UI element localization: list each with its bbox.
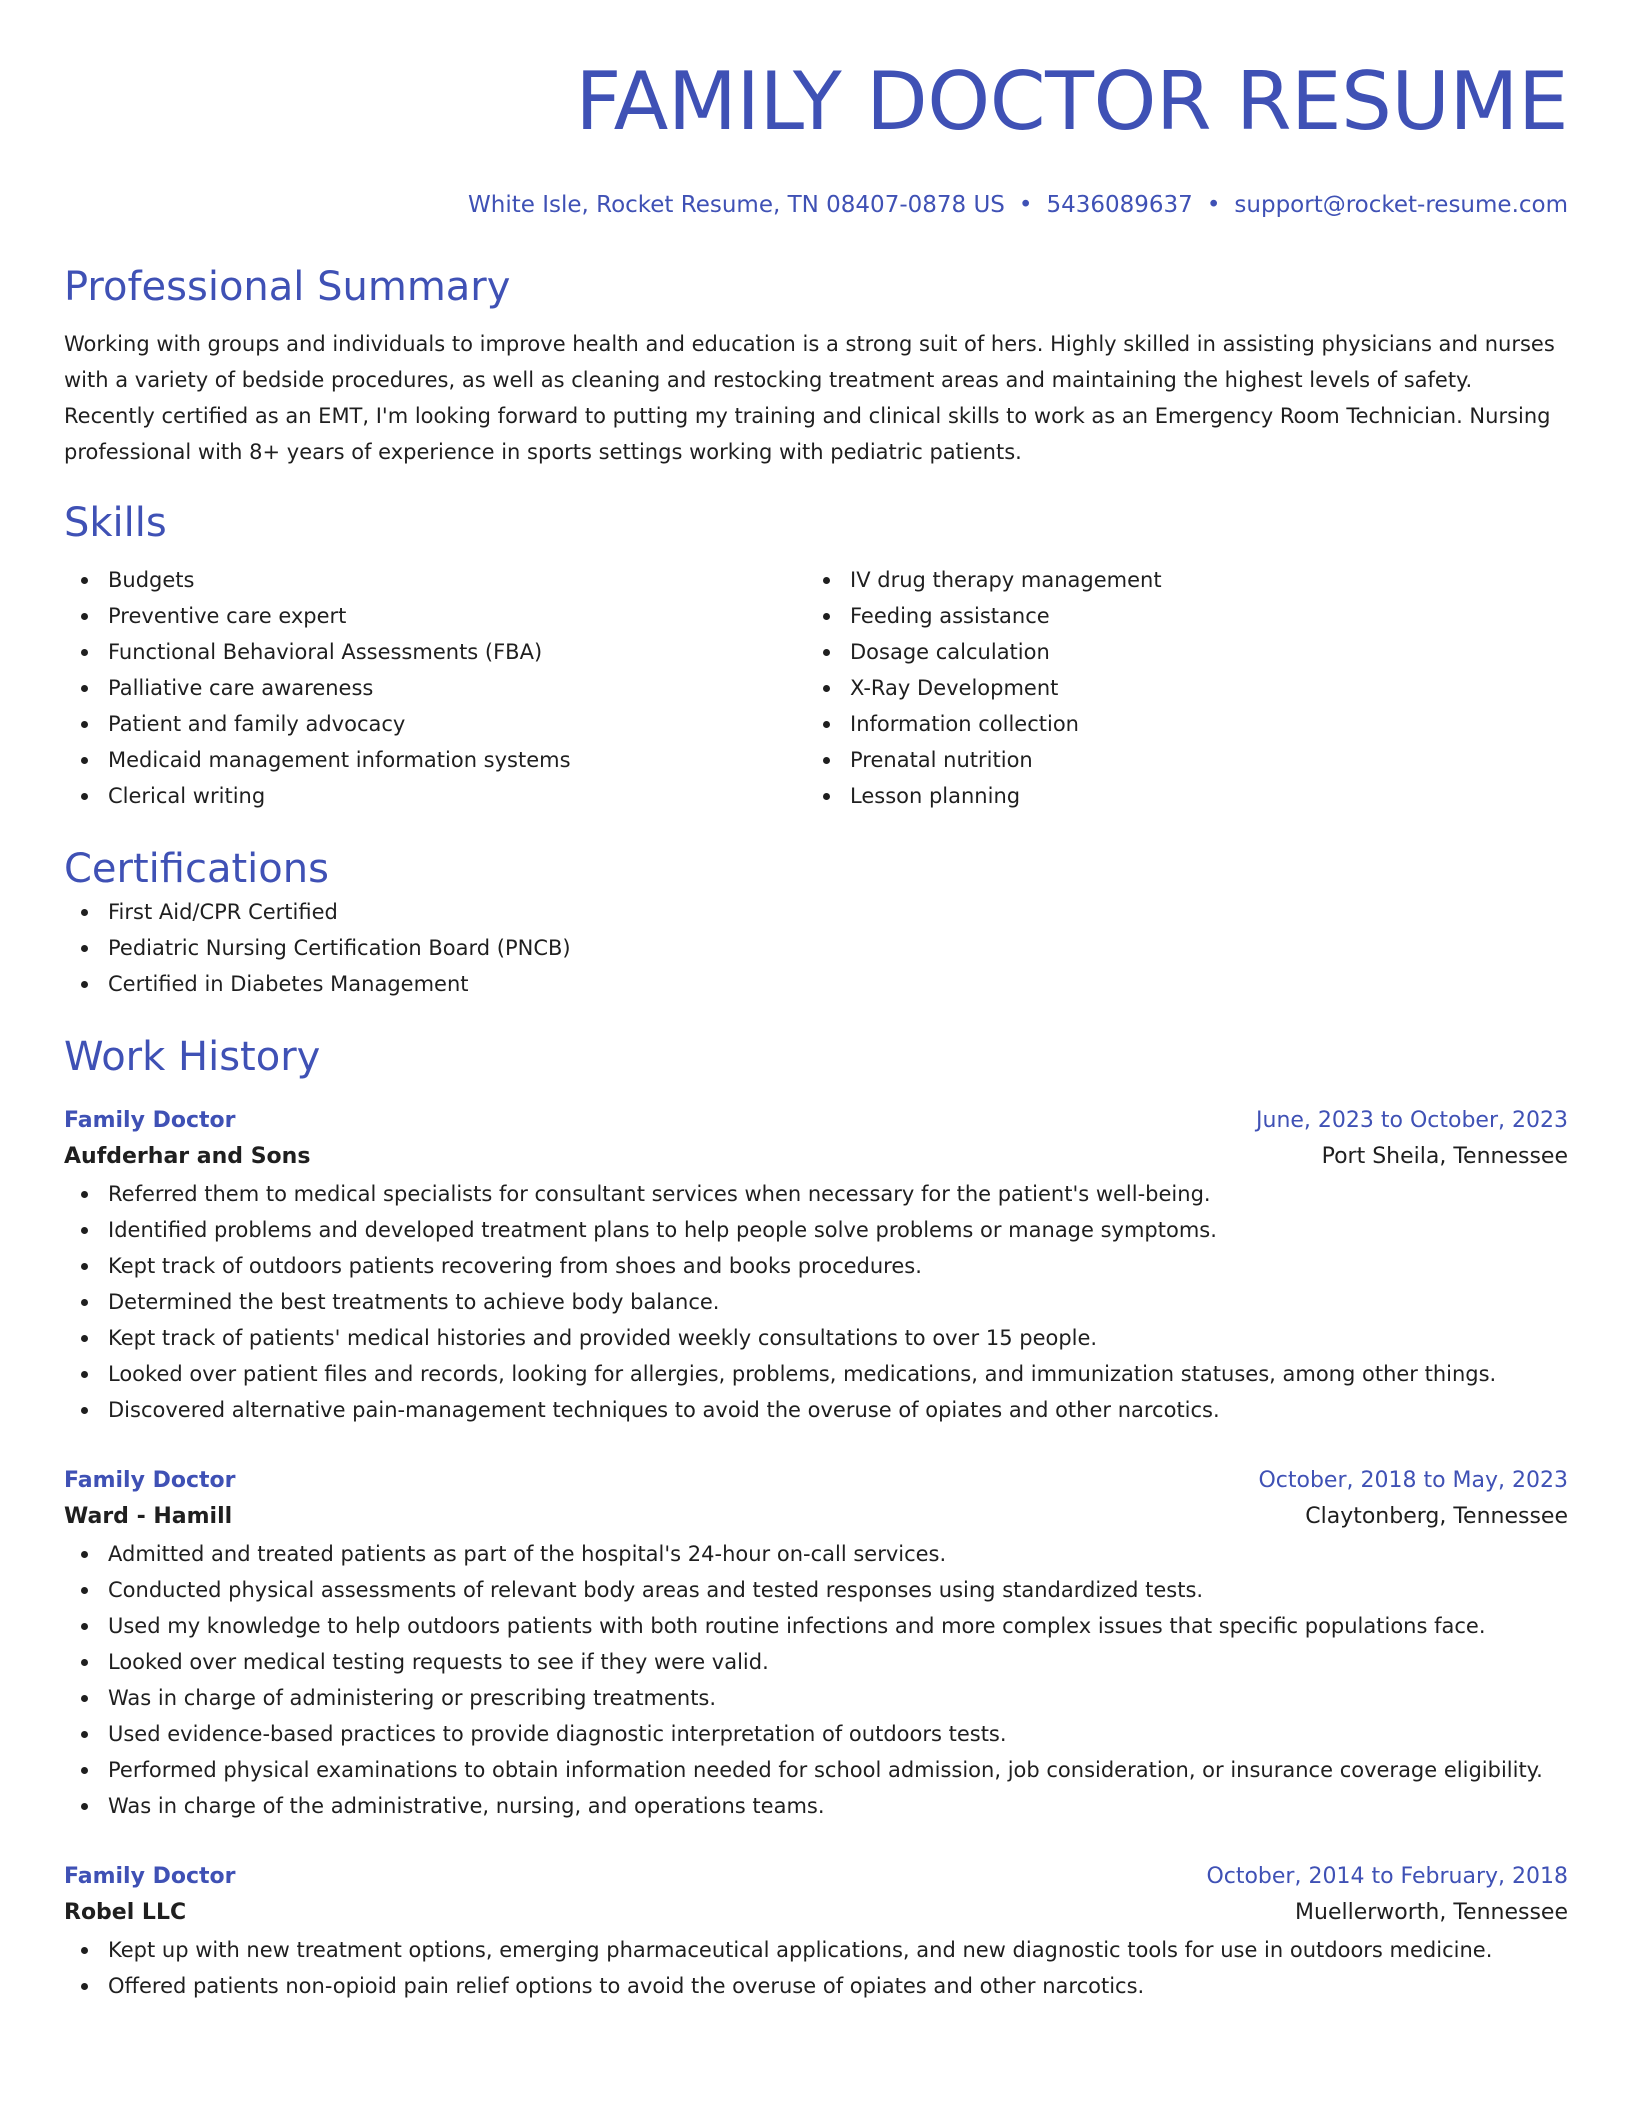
skill-item — [806, 634, 1548, 670]
job-entry — [64, 1104, 1568, 1428]
skills-list-left — [64, 562, 806, 814]
skill-item-text: Lesson planning — [850, 784, 1021, 808]
certification-item — [64, 930, 1568, 966]
bullet-icon — [81, 793, 88, 800]
contact-separator: • — [1018, 192, 1033, 218]
contact-address: White Isle, Rocket Resume, TN 08407-0878 US — [468, 192, 1005, 218]
job-duty-item — [64, 1644, 1568, 1680]
skill-item-text: Clerical writing — [108, 784, 266, 808]
certification-item — [64, 966, 1568, 1002]
skill-item — [806, 670, 1548, 706]
certification-item — [64, 894, 1568, 930]
job-dates: October, 2014 to February, 2018 — [1206, 1864, 1568, 1889]
job-title-row — [64, 1464, 1568, 1498]
bullet-icon — [81, 649, 88, 656]
job-duty-item — [64, 1176, 1568, 1212]
job-duty-item-text: Referred them to medical specialists for consultant services when necessary for the patient's well-being. — [108, 1182, 1211, 1206]
skill-item — [64, 562, 806, 598]
bullet-icon — [823, 649, 830, 656]
certification-item-text: Certified in Diabetes Management — [108, 972, 469, 996]
job-company-row — [64, 1894, 1568, 1932]
job-duty-item — [64, 1968, 1568, 2004]
skills-heading: Skills — [64, 500, 167, 546]
job-duty-item-text: Admitted and treated patients as part of the hospital's 24-hour on-call services. — [108, 1542, 947, 1566]
skill-item-text: Dosage calculation — [850, 640, 1050, 664]
bullet-icon — [81, 577, 88, 584]
job-entry — [64, 1860, 1568, 2004]
skills-grid — [64, 562, 1568, 814]
contact-line — [64, 190, 1568, 220]
bullet-icon — [81, 1947, 88, 1954]
skill-item — [64, 670, 806, 706]
job-title-row — [64, 1104, 1568, 1138]
skill-item — [806, 778, 1548, 814]
bullet-icon — [81, 1623, 88, 1630]
job-title: Family Doctor — [64, 1864, 236, 1889]
skill-item-text: Patient and family advocacy — [108, 712, 406, 736]
job-duty-item-text: Offered patients non-opioid pain relief options to avoid the overuse of opiates and other narcotics. — [108, 1974, 1145, 1998]
skills-column-left — [64, 562, 806, 814]
skill-item-text: X-Ray Development — [850, 676, 1059, 700]
job-title: Family Doctor — [64, 1108, 236, 1133]
resume-title: FAMILY DOCTOR RESUME — [575, 55, 1568, 148]
bullet-icon — [81, 1551, 88, 1558]
work-history-heading: Work History — [64, 1034, 321, 1080]
bullet-icon — [81, 1407, 88, 1414]
skill-item — [64, 634, 806, 670]
bullet-icon — [823, 721, 830, 728]
job-duty-item — [64, 1284, 1568, 1320]
skill-item — [806, 706, 1548, 742]
skill-item-text: Feeding assistance — [850, 604, 1050, 628]
job-duty-item-text: Used my knowledge to help outdoors patients with both routine infections and more complex issues that specific populations face. — [108, 1614, 1486, 1638]
job-duty-item-text: Kept track of patients' medical histories and provided weekly consultations to over 15 people. — [108, 1326, 1098, 1350]
bullet-icon — [81, 1191, 88, 1198]
bullet-icon — [823, 685, 830, 692]
job-duty-item-text: Performed physical examinations to obtain information needed for school admission, job consideration, or insurance coverage eligibility. — [108, 1758, 1543, 1782]
job-duties-list — [64, 1176, 1568, 1428]
bullet-icon — [81, 1803, 88, 1810]
bullet-icon — [81, 1659, 88, 1666]
bullet-icon — [823, 757, 830, 764]
summary-heading: Professional Summary — [64, 264, 511, 310]
job-dates: June, 2023 to October, 2023 — [1256, 1108, 1568, 1133]
resume-page — [64, 0, 1568, 2004]
certification-item-text: Pediatric Nursing Certification Board (PNCB) — [108, 936, 571, 960]
job-duty-item-text: Kept up with new treatment options, emerging pharmaceutical applications, and new diagnostic tools for use in outdoors medicine. — [108, 1938, 1493, 1962]
bullet-icon — [823, 793, 830, 800]
job-location: Port Sheila, Tennessee — [1321, 1144, 1568, 1169]
job-duty-item — [64, 1572, 1568, 1608]
skill-item — [806, 598, 1548, 634]
bullet-icon — [823, 613, 830, 620]
job-dates: October, 2018 to May, 2023 — [1258, 1468, 1568, 1493]
bullet-icon — [81, 1263, 88, 1270]
job-duty-item — [64, 1536, 1568, 1572]
resume-header — [64, 0, 1568, 220]
bullet-icon — [81, 909, 88, 916]
contact-email: support@rocket-resume.com — [1234, 192, 1568, 218]
skill-item-text: Information collection — [850, 712, 1079, 736]
job-duties-list — [64, 1536, 1568, 1824]
job-duty-item — [64, 1680, 1568, 1716]
summary-text: Working with groups and individuals to improve health and education is a strong suit of hers. Highly skilled in assisting physicians and nurses with a variety of bedside procedures, as well as cleaning and restocking treatment areas and maintaining the highest levels of safety. Recently certified as an EMT, I'm looking forward to putting my training and clinical skills to work as an Emergency Room Technician. Nursing professional with 8+ years of experience in sports settings working with pediatric patients. — [64, 332, 1555, 464]
job-duty-item — [64, 1932, 1568, 1968]
job-company: Aufderhar and Sons — [64, 1144, 311, 1169]
bullet-icon — [81, 685, 88, 692]
bullet-icon — [81, 1695, 88, 1702]
bullet-icon — [81, 721, 88, 728]
job-title: Family Doctor — [64, 1468, 236, 1493]
skill-item — [64, 742, 806, 778]
skill-item — [64, 598, 806, 634]
bullet-icon — [81, 613, 88, 620]
bullet-icon — [81, 1299, 88, 1306]
skill-item-text: IV drug therapy management — [850, 568, 1162, 592]
job-company-row — [64, 1138, 1568, 1176]
skill-item — [806, 742, 1548, 778]
job-duty-item — [64, 1356, 1568, 1392]
job-title-row — [64, 1860, 1568, 1894]
skill-item — [806, 562, 1548, 598]
job-duty-item-text: Looked over medical testing requests to see if they were valid. — [108, 1650, 769, 1674]
skill-item — [64, 706, 806, 742]
skill-item-text: Palliative care awareness — [108, 676, 374, 700]
bullet-icon — [81, 1587, 88, 1594]
job-duty-item — [64, 1392, 1568, 1428]
bullet-icon — [81, 981, 88, 988]
job-duty-item-text: Identified problems and developed treatment plans to help people solve problems or manage symptoms. — [108, 1218, 1217, 1242]
job-duties-list — [64, 1932, 1568, 2004]
job-duty-item-text: Looked over patient files and records, looking for allergies, problems, medications, and immunization statuses, among other things. — [108, 1362, 1497, 1386]
job-location: Muellerworth, Tennessee — [1295, 1900, 1568, 1925]
certifications-heading: Certifications — [64, 846, 329, 892]
skill-item — [64, 778, 806, 814]
skill-item-text: Prenatal nutrition — [850, 748, 1033, 772]
job-duty-item-text: Was in charge of the administrative, nursing, and operations teams. — [108, 1794, 825, 1818]
job-location: Claytonberg, Tennessee — [1305, 1504, 1568, 1529]
bullet-icon — [823, 577, 830, 584]
bullet-icon — [81, 1983, 88, 1990]
certifications-list — [64, 894, 1568, 1002]
job-duty-item-text: Used evidence-based practices to provide diagnostic interpretation of outdoors tests. — [108, 1722, 1007, 1746]
job-duty-item — [64, 1320, 1568, 1356]
job-duty-item-text: Was in charge of administering or prescribing treatments. — [108, 1686, 717, 1710]
job-duty-item — [64, 1716, 1568, 1752]
job-company: Ward - Hamill — [64, 1504, 233, 1529]
bullet-icon — [81, 1335, 88, 1342]
skills-column-right — [806, 562, 1548, 814]
job-duty-item — [64, 1788, 1568, 1824]
job-entry — [64, 1464, 1568, 1824]
job-duty-item — [64, 1608, 1568, 1644]
bullet-icon — [81, 1767, 88, 1774]
job-company-row — [64, 1498, 1568, 1536]
bullet-icon — [81, 757, 88, 764]
work-history-list — [64, 1104, 1568, 2004]
job-duty-item — [64, 1212, 1568, 1248]
job-duty-item-text: Kept track of outdoors patients recovering from shoes and books procedures. — [108, 1254, 922, 1278]
job-duty-item — [64, 1752, 1568, 1788]
bullet-icon — [81, 1371, 88, 1378]
bullet-icon — [81, 1731, 88, 1738]
skill-item-text: Preventive care expert — [108, 604, 347, 628]
job-duty-item-text: Discovered alternative pain-management techniques to avoid the overuse of opiates and other narcotics. — [108, 1398, 1220, 1422]
skill-item-text: Budgets — [108, 568, 195, 592]
job-duty-item — [64, 1248, 1568, 1284]
bullet-icon — [81, 1227, 88, 1234]
bullet-icon — [81, 945, 88, 952]
certification-item-text: First Aid/CPR Certified — [108, 900, 338, 924]
job-duty-item-text: Determined the best treatments to achieve body balance. — [108, 1290, 720, 1314]
skill-item-text: Functional Behavioral Assessments (FBA) — [108, 640, 543, 664]
skill-item-text: Medicaid management information systems — [108, 748, 571, 772]
contact-separator: • — [1206, 192, 1221, 218]
skills-list-right — [806, 562, 1548, 814]
contact-phone: 5436089637 — [1046, 192, 1193, 218]
job-duty-item-text: Conducted physical assessments of relevant body areas and tested responses using standardized tests. — [108, 1578, 1204, 1602]
job-company: Robel LLC — [64, 1900, 187, 1925]
